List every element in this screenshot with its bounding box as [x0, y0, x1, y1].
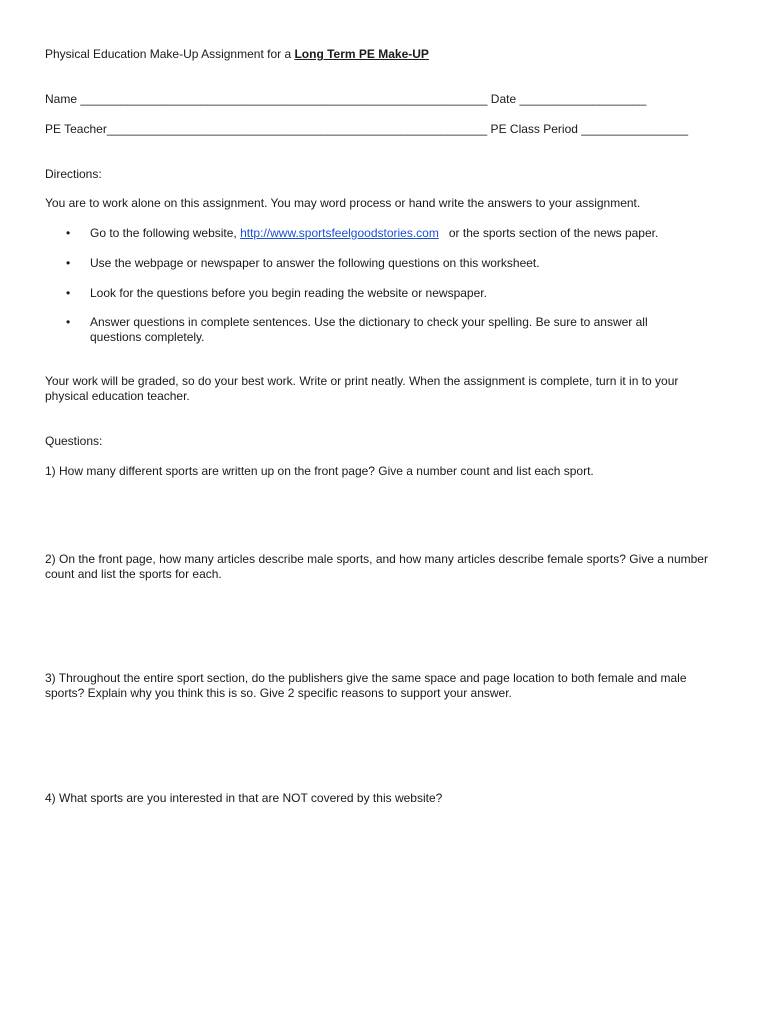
question-4: 4) What sports are you interested in that are NOT covered by this website? — [45, 791, 443, 805]
teacher-period-line: PE Teacher_________________________________________________________ PE Class Period ________________ — [45, 122, 689, 136]
question-1: 1) How many different sports are written up on the front page? Give a number count and list each sport. — [45, 464, 594, 478]
question-2: 2) On the front page, how many articles describe male sports, and how many articles describe female sports? Give a number count and list the sports for each. — [45, 552, 708, 581]
name-date-line: Name _____________________________________________________________ Date ___________________ — [45, 92, 647, 106]
title-prefix: Physical Education Make-Up Assignment for a — [45, 47, 295, 61]
bullet-text: Use the webpage or newspaper to answer the following questions on this worksheet. — [90, 256, 540, 270]
directions-intro: You are to work alone on this assignment. You may word process or hand write the answers to your assignment. — [45, 196, 641, 210]
directions-heading: Directions: — [45, 167, 102, 181]
bullet-icon: • — [66, 315, 71, 329]
bullet1-suffix: or the sports section of the news paper. — [438, 226, 659, 240]
website-link[interactable]: http://www.sportsfeelgoodstories.com — [240, 226, 439, 240]
question-3: 3) Throughout the entire sport section, do the publishers give the same space and page location to both female and male sports? Explain why you think this is so. Give 2 specific reasons to support your answer. — [45, 671, 687, 700]
bullet-text: Answer questions in complete sentences. Use the dictionary to check your spelling. Be sure to answer all questions completely. — [90, 315, 648, 344]
bullet1-prefix: Go to the following website, — [90, 226, 241, 240]
grading-note: Your work will be graded, so do your best work. Write or print neatly. When the assignment is complete, turn it in to your physical education teacher. — [45, 374, 679, 403]
bullet-icon: • — [66, 286, 71, 300]
page-title — [45, 47, 429, 62]
bullet-text — [90, 226, 710, 241]
title-emphasis: Long Term PE Make-UP — [294, 47, 429, 61]
bullet-text: Look for the questions before you begin reading the website or newspaper. — [90, 286, 487, 300]
bullet-icon: • — [66, 256, 71, 270]
bullet-icon: • — [66, 226, 71, 240]
questions-heading: Questions: — [45, 434, 103, 448]
